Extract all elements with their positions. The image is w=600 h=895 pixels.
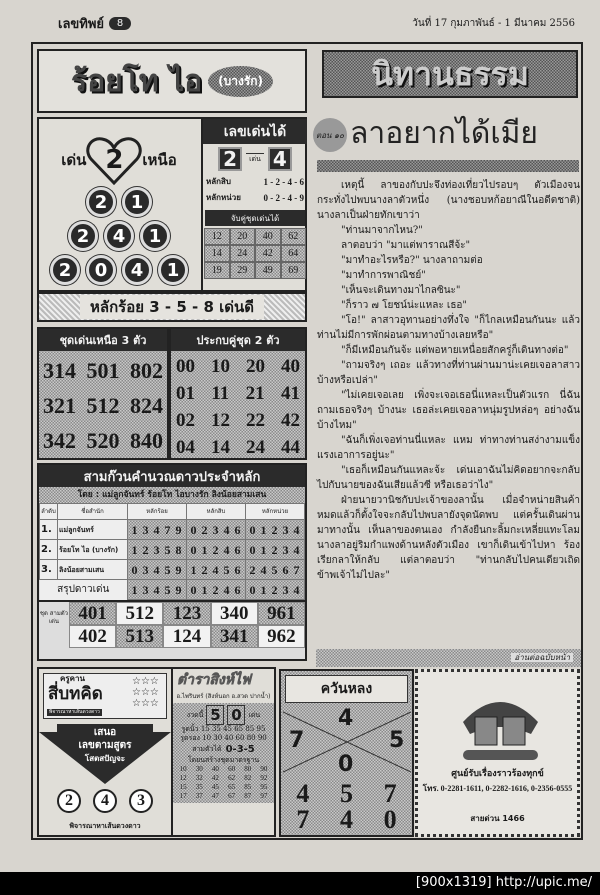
singto-row: รูดรอง 10 30 40 60 80 90 [180, 734, 267, 742]
pair-number: 40 [255, 228, 281, 245]
set-number: 513 [116, 625, 163, 648]
pair-number: 64 [281, 245, 307, 262]
article-paragraph: "ก็ราว ๗ โยชน์น่ะแหละ เธอ" [341, 300, 468, 311]
three_digit-number: 512 [86, 393, 120, 418]
pyramid-digit: 4 [122, 255, 152, 285]
singto-body [173, 703, 274, 803]
title-rule [317, 160, 579, 172]
set-number: 124 [163, 625, 210, 648]
summary-cell: 1 3 4 5 9 [128, 580, 187, 600]
set-number: 961 [258, 602, 305, 625]
two_digit-number: 14 [211, 437, 230, 458]
grid-number: 12 [179, 774, 187, 782]
three-label: สามตัวได้ [192, 745, 222, 753]
kwanlong-digit: 7 [296, 805, 310, 834]
grid-number: 17 [179, 792, 187, 800]
pyramid-digit: 2 [68, 221, 98, 251]
issue-date: วันที่ 17 กุมภาพันธ์ - 1 มีนาคม 2556 [412, 18, 575, 29]
calc-cell: ร้อยโท ไอ (บางรัก) [58, 540, 128, 560]
stars-icon: ☆☆☆ ☆☆☆ ☆☆☆ [132, 676, 159, 709]
article-paragraph: เหตุนี้ ลาของกับปะจึงท่องเที่ยวไปรอบๆ ตัวเมืองจนกระทั่งไปพบนางลาตัวหนึ่ง (นางชอบหก้อยาณีในอดีตชาติ) นางลาเป็นฝ่ายทักเขาว่า [317, 180, 580, 221]
telephone-icon [453, 682, 548, 762]
calc-cell: ลิงน้อยสามเสน [58, 560, 128, 580]
calc-cell: 3. [40, 560, 58, 580]
logo-title: ร้อยโท ไอ [70, 63, 203, 99]
pair-number: 12 [204, 228, 230, 245]
three_digit-number: 824 [130, 393, 163, 418]
pyramid-digit: 2 [86, 187, 116, 217]
hundreds-banner [37, 292, 307, 322]
pairs-grid [204, 228, 306, 279]
three-digit-panel [37, 327, 169, 460]
pair-number: 14 [204, 245, 230, 262]
ad-name: ศูนย์รับเรื่องราวร้องทุกข์ [451, 769, 544, 779]
sets-label: ชุด สามตัว เด่น [39, 602, 69, 648]
kwanlong-row [281, 807, 412, 833]
pair-number: 29 [230, 262, 256, 279]
digit-circle: 2 [57, 789, 81, 813]
kwanlong-panel [279, 669, 414, 837]
pyramid-digit: 0 [86, 255, 116, 285]
kwanlong-digit: 4 [339, 805, 353, 834]
calc-cell: 0 2 3 4 6 [187, 520, 246, 540]
ad-hotline: สายด่วน 1466 [470, 814, 525, 823]
three_digit-number: 840 [130, 428, 163, 453]
singto-title: ตำราสิงห์ไฟ [177, 672, 251, 688]
two_digit-number: 01 [176, 383, 195, 404]
three-value: 0-3-5 [225, 744, 255, 755]
digit-circle: 4 [93, 789, 117, 813]
two_digit-number: 24 [246, 437, 265, 458]
kwanlong-digit: 4 [296, 779, 310, 808]
pair-number: 42 [255, 245, 281, 262]
two_digit-number: 12 [211, 410, 230, 431]
episode-badge: ตอน ๑๐ [313, 118, 347, 152]
lek-den-title: เลขเด่นได้ [203, 119, 307, 144]
tens-label: หลักสิบ [206, 177, 231, 186]
article-paragraph: "ถามจริงๆ เถอะ แล้วทางที่ท่านผ่านมาน่ะเคยเจอลาสาวบ้างหรือเปล่า" [317, 360, 580, 386]
three_digit-row [43, 423, 163, 458]
grid-number: 45 [211, 783, 219, 791]
pair-number: 49 [255, 262, 281, 279]
three_digit-number: 314 [43, 358, 76, 383]
set-number: 341 [211, 625, 258, 648]
grid-number: 80 [244, 765, 252, 773]
units-value: 0 - 2 - 4 - 9 [263, 193, 304, 203]
grid-number: 10 [179, 765, 187, 773]
two-digit-panel [169, 327, 307, 460]
grid-number: 30 [195, 765, 203, 773]
grid-number: 92 [260, 774, 268, 782]
calc-cell: 0 1 2 3 4 [246, 520, 305, 540]
summary-cell: 0 1 2 3 4 [246, 580, 305, 600]
two_digit-number: 10 [211, 356, 230, 377]
singto-grid [175, 765, 272, 801]
grid-number: 35 [195, 783, 203, 791]
set-number: 402 [69, 625, 116, 648]
lead-digit: 5 [206, 705, 224, 725]
heart-right-label: เหนือ [142, 151, 177, 169]
two_digit-number: 11 [211, 383, 230, 404]
set-number: 401 [69, 602, 116, 625]
arrow-label: เด่น [246, 153, 264, 165]
column-header: หลักสิบ [187, 504, 246, 520]
two-digit-list [171, 351, 305, 463]
pair-number: 24 [230, 245, 256, 262]
pairs-title: จับคู่ชุดเด่นได้ [205, 210, 305, 226]
calc-cell: 1 2 4 5 6 [187, 560, 246, 580]
lead-suffix: เด่น [248, 710, 261, 719]
grid-number: 87 [244, 792, 252, 800]
calc-title: สามก๊วนคำนวณดาวประจำหลัก [39, 465, 305, 487]
kwanlong-rows [281, 781, 412, 833]
heart-left-label: เด่น [61, 151, 87, 169]
three_digit-number: 802 [130, 358, 163, 383]
article-paragraph: "มาทำอะไรหรือ?" นางลาถามต่อ [341, 255, 483, 266]
sets-grid [69, 602, 305, 648]
two_digit-number: 42 [281, 410, 300, 431]
two_digit-row [176, 434, 300, 461]
article-paragraph: "ก็มีเหมือนกันจ้ะ แต่พอหายเหนื่อยสักครู่ก็เดินทางต่อ" [341, 345, 569, 356]
two_digit-number: 00 [176, 356, 195, 377]
kwanlong-digit: 5 [339, 779, 353, 808]
calc-panel [37, 463, 307, 661]
heart-badge [86, 135, 142, 185]
two_digit-number: 21 [245, 383, 265, 404]
offer-label: เลขตามสูตร [78, 740, 132, 751]
three_digit-number: 321 [43, 393, 76, 418]
kwanlong-title: ควันหลง [285, 675, 408, 703]
article-paragraph: "ท่านมาจากไหน?" [341, 225, 423, 236]
two_digit-row [176, 380, 300, 407]
two_digit-number: 04 [176, 437, 195, 458]
article-paragraph: "ฉันก็เพิ่งเจอท่านนี่แหละ แหม ท่าทางท่านสง่างามแข็งแรงเอาการอยู่นะ" [317, 435, 580, 461]
pyramid-digit: 1 [122, 187, 152, 217]
pair-number: 19 [204, 262, 230, 279]
pair-number: 62 [281, 228, 307, 245]
sibtid-logo [43, 673, 167, 719]
article-title: ลาอยากได้เมีย [350, 116, 539, 151]
calc-cell: 2. [40, 540, 58, 560]
column-header: ชื่อสำนัก [58, 504, 128, 520]
three_digit-row [43, 353, 163, 388]
cross-right: 5 [389, 728, 405, 753]
lead-label: งวดนี้ [186, 710, 204, 719]
grid-number: 67 [228, 792, 236, 800]
two_digit-number: 41 [280, 383, 300, 404]
grid-number: 37 [195, 792, 203, 800]
article-paragraph: "ไม่เคยเจอเลย เพิ่งจะเจอเธอนี่แหละเป็นตัวแรก นี่ฉันถามเธอจริงๆ บ้างนะ เธอล่ะเคยเจอลาหนุ่มรูปหล่อๆ อย่างฉันบ้างไหม" [317, 390, 580, 431]
two_digit-number: 22 [246, 410, 265, 431]
grid-number: 97 [260, 792, 268, 800]
kwanlong-digit: 7 [383, 779, 397, 808]
grid-number: 47 [211, 792, 219, 800]
calc-cell: 1 3 4 7 9 [128, 520, 187, 540]
two_digit-row [176, 353, 300, 380]
column-header: ลำดับ [40, 504, 58, 520]
three-digit-list [39, 351, 167, 460]
pair-number: 69 [281, 262, 307, 279]
units-label: หลักหน่วย [206, 193, 241, 202]
lek-den-panel [201, 119, 307, 290]
cross-top: 4 [338, 706, 354, 731]
singto-author: อ.ไพรินทร์ (สิงห์นอก อ.สวด ปากน้ำ) [176, 693, 271, 700]
grid-number: 95 [260, 783, 268, 791]
set-number: 512 [116, 602, 163, 625]
sets-row [39, 600, 305, 648]
lead-digit: 0 [227, 705, 245, 725]
grid-number: 62 [228, 774, 236, 782]
heart-digit: 2 [105, 145, 124, 175]
pyramid-digit: 4 [104, 221, 134, 251]
continued-strip [316, 649, 581, 667]
column-header: หลักร้อย [128, 504, 187, 520]
sibtid-title: สี่บทคิด [48, 684, 103, 704]
two_digit-number: 20 [246, 356, 265, 377]
two-digit-title: ประกบคู่ชุด 2 ตัว [171, 329, 305, 351]
sibtid-caption: พิจารณาหาเส้นดวงดาว [69, 822, 141, 830]
offer-label: โสตสปัญจะ [84, 754, 126, 763]
summary-label: สรุปดาวเด่น [40, 580, 128, 600]
calc-cell: 1. [40, 520, 58, 540]
three_digit-number: 520 [86, 428, 120, 453]
masthead [58, 13, 131, 34]
tens-value: 1 - 2 - 4 - 6 [263, 177, 304, 187]
heart-panel [37, 117, 307, 292]
article-paragraph: ฝ่ายนายวานิชกับปะเจ้าของลานั้น เมื่อจำหน่ายสินค้าหมดแล้วก็ตั้งใจจะกลับไปพบลายังจุดนัดพบ แต่ครั้นเดินผ่านมาทางนั้น เห็นลาของตนเอง กำลังยืนกะลิ้มกะเหลี่ยแทะโลมนางลาอยู่ริมกำแพงด้านหลังตัวเมือง เขาก็เดินเข้าไปหา ร้องเรียกลาให้กลับ แต่ลาตอบว่า "ท่านกลับไปคนเดียวเถิด ข้าพเจ้าไม่ไปละ" [317, 495, 580, 581]
article-paragraph: ลาตอบว่า "มาแต่พาราณสีจ้ะ" [341, 240, 471, 251]
pyramid-digit: 1 [140, 221, 170, 251]
to-digit: 4 [268, 147, 292, 171]
kwanlong-row [281, 781, 412, 807]
pyramid-digit: 2 [50, 255, 80, 285]
article-paragraph: "เธอก็เหมือนกันแหละจ้ะ เด่นเอาฉันไม่คิดอยากจะกลับไปกับนายของฉันเสียแล้วซี หรือเธอว่าไง" [317, 465, 580, 491]
offer-label: เสนอ [93, 727, 117, 738]
three_digit-number: 342 [43, 428, 76, 453]
logo-subtitle: (บางรัก) [208, 66, 273, 97]
grid-number: 60 [228, 765, 236, 773]
three-digit-title: ชุดเด่นเหนือ 3 ตัว [39, 329, 167, 351]
set-number: 340 [211, 602, 258, 625]
grid-number: 90 [260, 765, 268, 773]
article-paragraph: "เห็นจะเดินทางมาไกลซินะ" [341, 285, 461, 296]
summary-cell: 0 1 2 4 6 [187, 580, 246, 600]
grid-number: 85 [244, 783, 252, 791]
calc-cell: 0 3 4 5 9 [128, 560, 187, 580]
continued-label: อ่านต่อฉบับหน้า [511, 653, 573, 662]
sibtid-panel [37, 667, 173, 837]
teacher-name: ครูคาน [60, 674, 85, 683]
grid-number: 40 [211, 765, 219, 773]
article-paragraph: "โอ!" ลาสาวอุทานอย่างทึ่งใจ "ก็ไกลเหมือนกันนะ แล้วท่านไม่มีการพักผ่อนตามทางบ้างเลยหรือ" [317, 315, 580, 341]
calc-cell: 1 2 3 5 8 [128, 540, 187, 560]
two_digit-number: 02 [176, 410, 195, 431]
set-number: 123 [163, 602, 210, 625]
number-pyramid [39, 187, 199, 292]
roithoai-logo [37, 49, 307, 113]
cross-bottom: 0 [338, 752, 354, 777]
grid-title: โดยนสร้างชุดมาตรฐาน [187, 756, 260, 764]
offer-block [39, 726, 171, 765]
pyramid-digit: 1 [158, 255, 188, 285]
digit-circles [39, 789, 171, 813]
two_digit-row [176, 407, 300, 434]
set-number: 962 [258, 625, 305, 648]
singto-panel [173, 667, 276, 837]
two_digit-number: 44 [281, 437, 300, 458]
calc-table [39, 503, 305, 600]
calc-cell: 2 4 5 6 7 [246, 560, 305, 580]
hundreds-text: หลักร้อย 3 - 5 - 8 เด่นดี [80, 295, 264, 319]
calc-cell: 0 1 2 3 4 [246, 540, 305, 560]
grid-number: 32 [195, 774, 203, 782]
two_digit-number: 40 [281, 356, 300, 377]
article-paragraph: "มาทำการพาณิชย์" [341, 270, 426, 281]
three_digit-row [43, 388, 163, 423]
page-number: 8 [109, 17, 131, 30]
nithan-banner: นิทานธรรม [322, 50, 578, 98]
cross-left: 7 [289, 728, 305, 753]
singto-row: รูดนิ้ว 15 35 45 65 85 95 [181, 725, 266, 733]
calc-cell: แม่ลูกจันทร์ [58, 520, 128, 540]
grid-number: 15 [179, 783, 187, 791]
article-body [317, 178, 580, 583]
column-header: หลักหน่วย [246, 504, 305, 520]
grid-number: 65 [228, 783, 236, 791]
tagline: พิจารณาหาเส้นดวงดาว [49, 709, 100, 715]
pair-number: 20 [230, 228, 256, 245]
ad-phones: โทร. 0-2281-1611, 0-2282-1616, 0-2356-0555 [422, 784, 573, 793]
grid-number: 42 [211, 774, 219, 782]
digit-circle: 3 [129, 789, 153, 813]
watermark: [900x1319] http://upic.me/ [415, 875, 592, 890]
calc-authors: โดย : แม่ลูกจันทร์ ร้อยโท ไอบางรัก ลิงน้อยสามเสน [39, 487, 305, 503]
three_digit-number: 501 [86, 358, 120, 383]
publication-name: เลขทิพย์ [58, 17, 105, 32]
calc-cell: 0 1 2 4 6 [187, 540, 246, 560]
complaint-center-ad [415, 669, 580, 837]
from-digit: 2 [218, 147, 242, 171]
kwanlong-digit: 0 [383, 805, 397, 834]
grid-number: 82 [244, 774, 252, 782]
